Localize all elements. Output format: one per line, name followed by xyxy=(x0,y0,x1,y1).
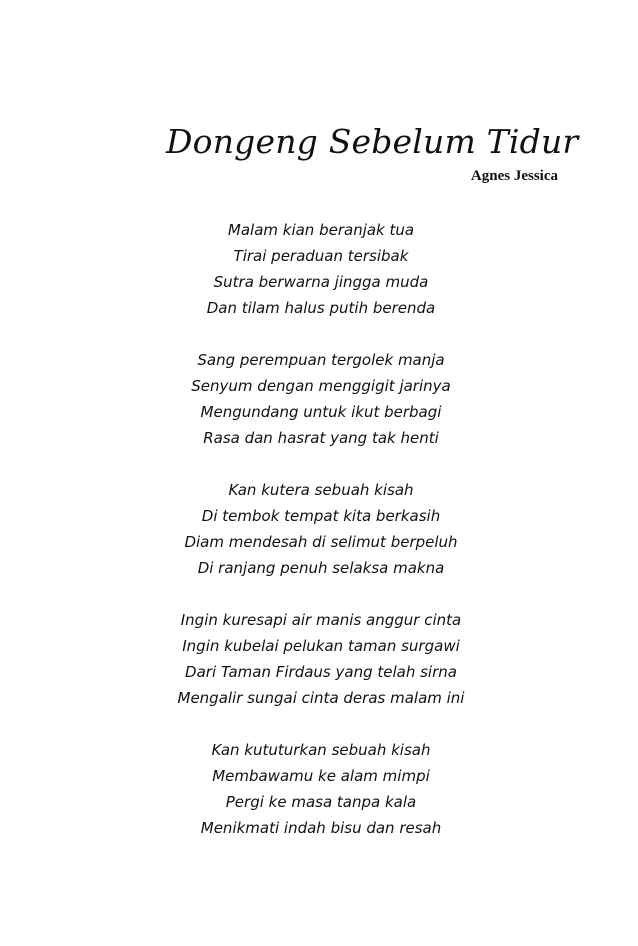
poem-body xyxy=(0,217,638,867)
stanza-4 xyxy=(0,607,638,711)
poem-line: Mengundang untuk ikut berbagi xyxy=(200,403,442,421)
poem-line: Diam mendesah di selimut berpeluh xyxy=(184,533,458,551)
poem-line: Senyum dengan menggigit jarinya xyxy=(191,377,451,395)
stanza-3 xyxy=(0,477,638,581)
poem-line: Malam kian beranjak tua xyxy=(227,221,415,239)
poem-line: Tirai peraduan tersibak xyxy=(233,247,409,265)
poem-line: Dari Taman Firdaus yang telah sirna xyxy=(185,663,457,681)
poem-line: Ingin kubelai pelukan taman surgawi xyxy=(182,637,460,655)
poem-line: Mengalir sungai cinta deras malam ini xyxy=(177,689,465,707)
poem-line: Di tembok tempat kita berkasih xyxy=(201,507,441,525)
poem-line: Pergi ke masa tanpa kala xyxy=(225,793,417,811)
poem-line: Sutra berwarna jingga muda xyxy=(213,273,429,291)
poem-title: Dongeng Sebelum Tidur xyxy=(166,122,579,161)
poem-line: Di ranjang penuh selaksa makna xyxy=(197,559,445,577)
stanza-1 xyxy=(0,217,638,321)
poem-line: Sang perempuan tergolek manja xyxy=(197,351,445,369)
poem-line: Menikmati indah bisu dan resah xyxy=(200,819,442,837)
poem-line: Rasa dan hasrat yang tak henti xyxy=(203,429,439,447)
poem-line: Membawamu ke alam mimpi xyxy=(212,767,430,785)
stanza-2 xyxy=(0,347,638,451)
poem-author: Agnes Jessica xyxy=(470,168,558,184)
poem-line: Kan kututurkan sebuah kisah xyxy=(211,741,431,759)
poem-line: Ingin kuresapi air manis anggur cinta xyxy=(180,611,462,629)
poem-line: Kan kutera sebuah kisah xyxy=(228,481,414,499)
poem-line: Dan tilam halus putih berenda xyxy=(206,299,436,317)
stanza-5 xyxy=(0,737,638,841)
